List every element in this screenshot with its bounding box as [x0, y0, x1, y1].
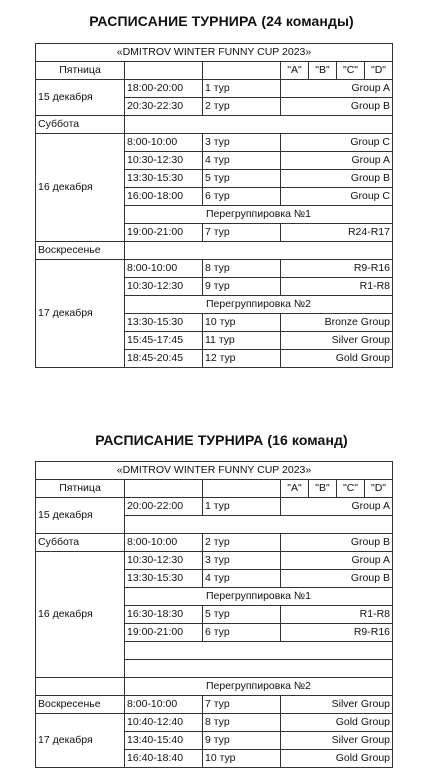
- group-cell: Group B: [281, 534, 393, 552]
- cup-name: «DMITROV WINTER FUNNY CUP 2023»: [36, 462, 393, 480]
- group-cell: Group B: [281, 170, 393, 188]
- time-cell: 13:40-15:40: [125, 732, 203, 750]
- time-cell: 10:40-12:40: [125, 714, 203, 732]
- round-cell: 7 тур: [203, 224, 281, 242]
- group-cell: Group A: [281, 80, 393, 98]
- time-cell: 8:00-10:00: [125, 260, 203, 278]
- round-cell: 9 тур: [203, 278, 281, 296]
- round-cell: 4 тур: [203, 152, 281, 170]
- date-cell: 17 декабря: [36, 714, 125, 768]
- schedule-title-24: РАСПИСАНИЕ ТУРНИРА (24 команды): [89, 13, 354, 29]
- group-cell: Gold Group: [281, 750, 393, 768]
- group-cell: Group B: [281, 570, 393, 588]
- time-cell: 8:00-10:00: [125, 534, 203, 552]
- day-header-row: [36, 480, 393, 498]
- group-cell: Silver Group: [281, 732, 393, 750]
- day-row: [36, 116, 393, 134]
- round-cell: 8 тур: [203, 260, 281, 278]
- table-row: [36, 134, 393, 152]
- day-header-row: [36, 62, 393, 80]
- round-cell: 3 тур: [203, 552, 281, 570]
- round-cell: 10 тур: [203, 750, 281, 768]
- regroup-label: Перегруппировка №2: [125, 296, 393, 314]
- table-row: [36, 552, 393, 570]
- time-cell: 13:30-15:30: [125, 314, 203, 332]
- group-cell: R1-R8: [281, 606, 393, 624]
- cup-header-row: [36, 462, 393, 480]
- round-cell: 2 тур: [203, 98, 281, 116]
- schedule-title-16: РАСПИСАНИЕ ТУРНИРА (16 команд): [95, 432, 348, 448]
- round-cell: 6 тур: [203, 624, 281, 642]
- time-cell: 8:00-10:00: [125, 696, 203, 714]
- day-friday: Пятница: [36, 480, 125, 498]
- day-saturday: Суббота: [36, 534, 125, 552]
- group-a-header: "A": [281, 62, 309, 80]
- group-d-header: "D": [365, 62, 393, 80]
- round-cell: 10 тур: [203, 314, 281, 332]
- round-cell: 6 тур: [203, 188, 281, 206]
- time-cell: 20:30-22:30: [125, 98, 203, 116]
- group-cell: Group A: [281, 552, 393, 570]
- group-cell: Gold Group: [281, 714, 393, 732]
- time-cell: 18:00-20:00: [125, 80, 203, 98]
- day-sunday: Воскресенье: [36, 242, 125, 260]
- group-cell: Group B: [281, 98, 393, 116]
- day-saturday: Суббота: [36, 116, 125, 134]
- table-row: [36, 696, 393, 714]
- time-cell: 16:00-18:00: [125, 188, 203, 206]
- table-row: [36, 260, 393, 278]
- group-d-header: "D": [365, 480, 393, 498]
- group-cell: Group A: [281, 498, 393, 516]
- schedule-table-16: [35, 461, 393, 768]
- day-sunday: Воскресенье: [36, 696, 125, 714]
- group-cell: Group C: [281, 188, 393, 206]
- round-cell: 1 тур: [203, 80, 281, 98]
- group-cell: R9-R16: [281, 624, 393, 642]
- time-cell: 16:30-18:30: [125, 606, 203, 624]
- round-cell: 9 тур: [203, 732, 281, 750]
- date-cell: 17 декабря: [36, 260, 125, 368]
- round-cell: 5 тур: [203, 606, 281, 624]
- regroup-label: Перегруппировка №1: [125, 588, 393, 606]
- time-cell: 20:00-22:00: [125, 498, 203, 516]
- round-cell: 3 тур: [203, 134, 281, 152]
- group-cell: Silver Group: [281, 332, 393, 350]
- table-row: [36, 714, 393, 732]
- date-cell: 15 декабря: [36, 80, 125, 116]
- round-cell: 2 тур: [203, 534, 281, 552]
- round-cell: 4 тур: [203, 570, 281, 588]
- table-row: [36, 80, 393, 98]
- group-a-header: "A": [281, 480, 309, 498]
- date-cell: 16 декабря: [36, 552, 125, 678]
- regroup-label: Перегруппировка №1: [125, 206, 393, 224]
- time-cell: 13:30-15:30: [125, 570, 203, 588]
- group-c-header: "C": [337, 480, 365, 498]
- date-cell: 16 декабря: [36, 134, 125, 242]
- table-row: [36, 534, 393, 552]
- time-cell: 10:30-12:30: [125, 552, 203, 570]
- day-friday: Пятница: [36, 62, 125, 80]
- table-row: [36, 498, 393, 516]
- group-cell: R24-R17: [281, 224, 393, 242]
- group-cell: Silver Group: [281, 696, 393, 714]
- group-cell: R1-R8: [281, 278, 393, 296]
- round-cell: 11 тур: [203, 332, 281, 350]
- round-cell: 7 тур: [203, 696, 281, 714]
- time-cell: 10:30-12:30: [125, 278, 203, 296]
- group-cell: Gold Group: [281, 350, 393, 368]
- schedule-table-24: [35, 43, 393, 368]
- group-b-header: "B": [309, 62, 337, 80]
- time-cell: 10:30-12:30: [125, 152, 203, 170]
- cup-name: «DMITROV WINTER FUNNY CUP 2023»: [36, 44, 393, 62]
- round-cell: 1 тур: [203, 498, 281, 516]
- group-cell: Group C: [281, 134, 393, 152]
- group-cell: Bronze Group: [281, 314, 393, 332]
- group-c-header: "C": [337, 62, 365, 80]
- time-cell: 19:00-21:00: [125, 224, 203, 242]
- regroup-row: [36, 678, 393, 696]
- time-cell: 8:00-10:00: [125, 134, 203, 152]
- group-cell: R9-R16: [281, 260, 393, 278]
- round-cell: 8 тур: [203, 714, 281, 732]
- round-cell: 12 тур: [203, 350, 281, 368]
- time-cell: 16:40-18:40: [125, 750, 203, 768]
- cup-header-row: [36, 44, 393, 62]
- date-cell: 15 декабря: [36, 498, 125, 534]
- time-cell: 13:30-15:30: [125, 170, 203, 188]
- time-cell: 15:45-17:45: [125, 332, 203, 350]
- day-row: [36, 242, 393, 260]
- group-cell: Group A: [281, 152, 393, 170]
- time-cell: 19:00-21:00: [125, 624, 203, 642]
- regroup-label: Перегруппировка №2: [125, 678, 393, 696]
- round-cell: 5 тур: [203, 170, 281, 188]
- time-cell: 18:45-20:45: [125, 350, 203, 368]
- group-b-header: "B": [309, 480, 337, 498]
